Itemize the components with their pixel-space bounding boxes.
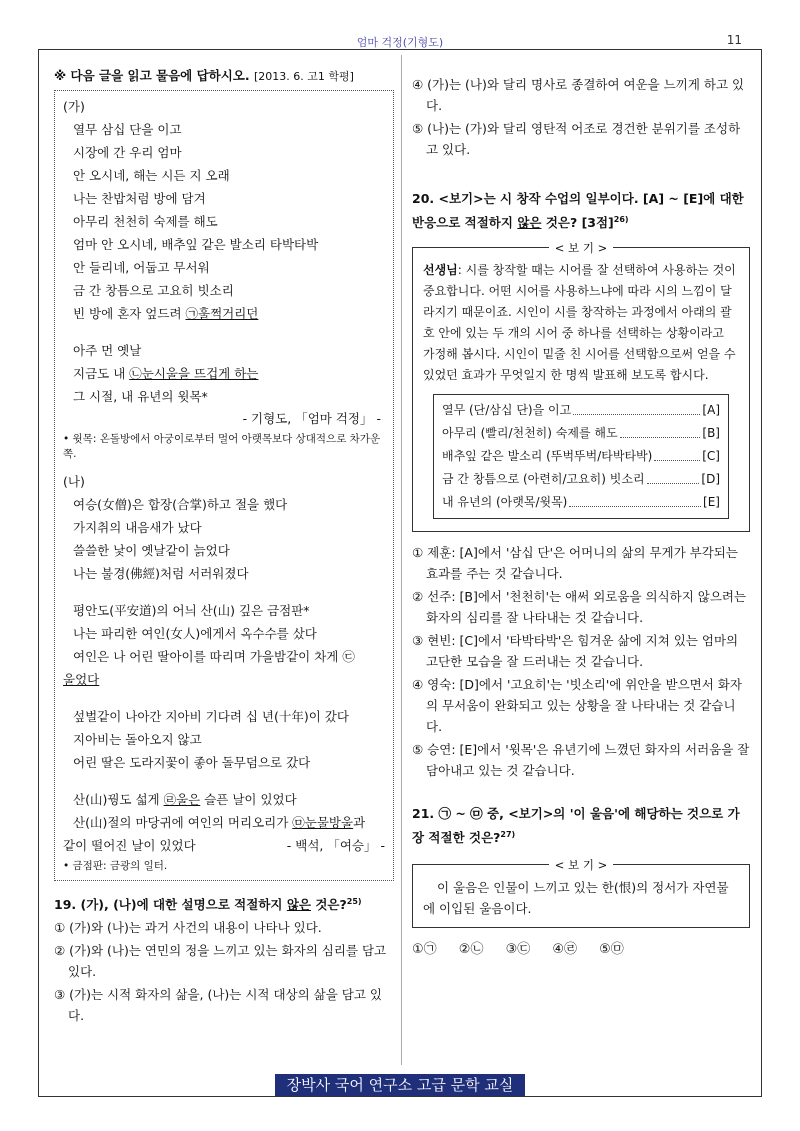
poem-line: 빈 방에 혼자 엎드려 ㉠훌쩍거리던 (73, 306, 259, 321)
q19-option-4[interactable]: ④ (가)는 (나)와 달리 명사로 종결하여 여운을 느끼게 하고 있다. (412, 77, 745, 113)
poem-line: 아주 먼 옛날 (73, 343, 142, 358)
bogi-title: < 보 기 > (549, 241, 613, 255)
poem-line: 시장에 간 우리 엄마 (73, 145, 182, 160)
poem-line: 평안도(平安道)의 어늬 산(山) 깊은 금점판* (73, 603, 310, 618)
poem-line: 여인은 나 어린 딸아이를 따리며 가을밤같이 차게 ㉢ (73, 649, 355, 664)
choice-line: 배추잎 같은 발소리 (뚜벅뚜벅/타박타박) [C] (442, 445, 720, 468)
q19-option-5[interactable]: ⑤ (나)는 (가)와 달리 영탄적 어조로 경건한 분위기를 조성하고 있다. (412, 121, 741, 157)
question-21-stem: 21. ㉠ ~ ㉤ 중, <보기>의 '이 울음'에 해당하는 것으로 가장 적절한 것은?$^{27)}$ (412, 806, 740, 846)
poem-a-author: - 기형도, 「엄마 걱정」 - (242, 411, 381, 426)
q20-option-4[interactable]: ④ 영숙: [D]에서 '고요히'는 '빗소리'에 위안을 받으면서 화자의 무서움이 완화되고 있는 상황을 잘 나타내는 것 같습니다. (412, 677, 742, 735)
poem-line: 안 오시네, 해는 시든 지 오래 (73, 168, 230, 183)
teacher-text: 선생님: 시를 창작할 때는 시어를 잘 선택하여 사용하는 것이 중요합니다. 어떤 시어를 사용하느냐에 따라 시의 느낌이 달라지기 때문이죠. 시인이 시를 창작하는 과정에서 아래의 괄호 안에 있는 두 개의 시어 중 하나를 선택하는 상황이라고 가정해 봅시다. 시인이 밑줄 친 시어를 선택함으로써 얻을 수 있었던 효과가 무엇일지 한 명씩 발표해 보도록 합시다. (423, 263, 736, 383)
q20-option-2[interactable]: ② 선주: [B]에서 '천천히'는 애써 외로움을 의식하지 않으려는 화자의 심리를 잘 나타내는 것 같습니다. (412, 589, 747, 626)
bogi-title: < 보 기 > (549, 858, 613, 872)
q20-option-3[interactable]: ③ 현빈: [C]에서 '타박타박'은 힘겨운 삶에 지쳐 있는 엄마의 고단한 모습을 잘 드러내는 것 같습니다. (412, 633, 739, 670)
poem-line: 안 들리네, 어둡고 무서워 (73, 260, 210, 275)
poem-line: 산(山)절의 마당귀에 여인의 머리오리가 ㉤눈물방울과 (73, 815, 366, 830)
q20-bogi-box (412, 241, 750, 532)
choice-line: 내 유년의 (아랫목/윗목) [E] (442, 491, 720, 514)
poem-line: 여승(女僧)은 합장(合掌)하고 절을 했다 (73, 497, 288, 512)
poem-line: 어린 딸은 도라지꽃이 좋아 돌무덤으로 갔다 (73, 755, 311, 770)
question-19-stem: 19. (가), (나)에 대한 설명으로 적절하지 않은 것은?$^{25)}$ (54, 897, 362, 913)
poem-line: 쓸쓸한 낯이 옛날같이 늙었다 (73, 543, 230, 558)
poem-line: 같이 떨어진 날이 있었다 - 백석, 「여승」 - (63, 834, 385, 857)
q19-option-3[interactable]: ③ (가)는 시적 화자의 삶을, (나)는 시적 대상의 삶을 담고 있다. (54, 987, 382, 1024)
poem-line: 나는 파리한 여인(女人)에게서 옥수수를 샀다 (73, 626, 317, 641)
choice-line: 열무 (단/삼십 단)을 이고 [A] (442, 399, 720, 422)
q20-option-5[interactable]: ⑤ 승연: [E]에서 '윗목'은 유년기에 느꼈던 화자의 서러움을 잘 담아내고 있는 것 같습니다. (412, 742, 750, 779)
footer-banner: 장박사 국어 연구소 고급 문학 교실 (0, 1074, 800, 1095)
instruction: ※ 다음 글을 읽고 물음에 답하시오. [2013. 6. 고1 학평] (54, 68, 354, 83)
poem-line: 열무 삼십 단을 이고 (73, 122, 182, 137)
q19-option-2[interactable]: ② (가)와 (나)는 연민의 정을 느끼고 있는 화자의 심리를 담고 있다. (54, 943, 387, 980)
poem-line: 지금도 내 ㉡눈시울을 뜨겁게 하는 (73, 366, 259, 381)
poem-line: 나는 찬밥처럼 방에 담겨 (73, 191, 206, 206)
poem-line: 가지취의 내음새가 났다 (73, 520, 202, 535)
passage-box (54, 90, 394, 881)
choice-line: 금 간 창틈으로 (아련히/고요히) 빗소리 [D] (442, 468, 720, 491)
choice-line: 아무리 (빨리/천천히) 숙제를 해도 [B] (442, 422, 720, 445)
poem-line: 그 시절, 내 유년의 윗목* (73, 389, 208, 404)
poem-line: 아무리 천천히 숙제를 해도 (73, 214, 218, 229)
page-number: 11 (726, 33, 742, 47)
q20-option-1[interactable]: ① 제훈: [A]에서 '삼십 단'은 어머니의 삶의 무게가 부각되는 효과를 주는 것 같습니다. (412, 545, 738, 582)
poem-line: 섶벌같이 나아간 지아비 기다려 십 년(十年)이 갔다 (73, 709, 349, 724)
right-column (412, 72, 750, 957)
left-column (54, 66, 394, 1026)
poem-b-label: (나) (63, 474, 85, 489)
question-20-stem: 20. <보기>는 시 창작 수업의 일부이다. [A] ~ [E]에 대한 반응으로 적절하지 않은 것은? [3점]$^{26)}$ (412, 191, 744, 231)
poem-line: 산(山)꿩도 섧게 ㉣울은 슬픈 날이 있었다 (73, 792, 297, 807)
poem-a-note: • 윗목: 온돌방에서 아궁이로부터 멀어 아랫목보다 상대적으로 차가운 쪽. (63, 433, 381, 460)
poem-line: 나는 불경(佛經)처럼 서러워졌다 (73, 566, 249, 581)
poem-line: 엄마 안 오시네, 배추잎 같은 발소리 타박타박 (73, 237, 319, 252)
poem-a-label: (가) (63, 99, 85, 114)
q21-bogi-box (412, 858, 750, 928)
q21-answer-options[interactable]: ①㉠ ②㉡ ③㉢ ④㉣ ⑤㉤ (412, 942, 624, 958)
poem-line: 지아비는 돌아오지 않고 (73, 732, 202, 747)
word-choice-box (433, 394, 729, 519)
q19-option-1[interactable]: ① (가)와 (나)는 과거 사건의 내용이 나타나 있다. (54, 920, 322, 936)
poem-b-author: - 백석, 「여승」 - (286, 838, 385, 853)
poem-line: 울었다 (63, 672, 100, 687)
poem-b-note: • 금점판: 금광의 일터. (63, 860, 168, 872)
q21-bogi-text: 이 울음은 인물이 느끼고 있는 한(恨)의 정서가 자연물에 이입된 울음이다. (423, 880, 729, 917)
column-divider (401, 55, 402, 1065)
header-title: 엄마 걱정(기형도) (356, 36, 444, 49)
poem-line: 금 간 창틈으로 고요히 빗소리 (73, 283, 234, 298)
